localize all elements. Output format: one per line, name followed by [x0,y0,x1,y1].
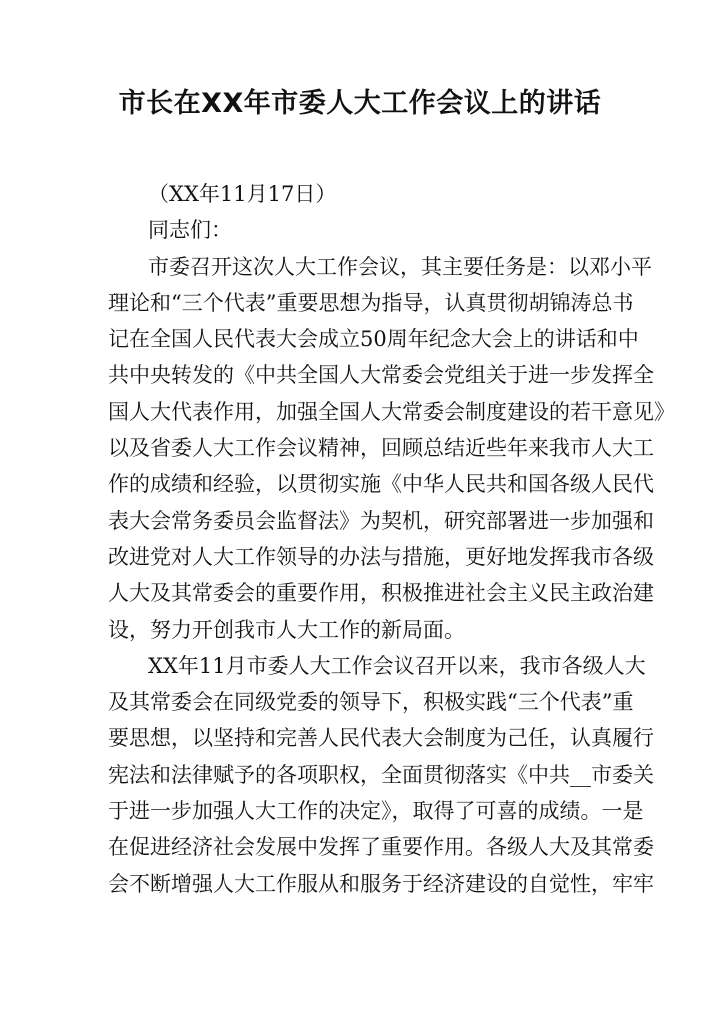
paragraph-line: 市委召开这次人大工作会议，其主要任务是：以邓小平 [148,254,652,279]
paragraph-line: 会不断增强人大工作服从和服务于经济建设的自觉性，牢牢 [108,871,654,896]
paragraph-line: 作的成绩和经验，以贯彻实施《中华人民共和国各级人民代 [108,472,654,497]
paragraph-line: 宪法和法律赋予的各项职权，全面贯彻落实《中共__市委关 [108,762,654,787]
paragraph-line: 在促进经济社会发展中发挥了重要作用。各级人大及其常委 [108,835,654,860]
paragraph-line: 人大及其常委会的重要作用，积极推进社会主义民主政治建 [108,581,654,606]
paragraph-line: 理论和“三个代表”重要思想为指导，认真贯彻胡锦涛总书 [108,290,634,315]
paragraph-line: 共中央转发的《中共全国人大常委会党组关于进一步发挥全 [108,363,654,388]
paragraph-line: 及其常委会在同级党委的领导下，积极实践“三个代表”重 [108,690,634,715]
paragraph-line: 于进一步加强人大工作的决定》，取得了可喜的成绩。一是 [108,799,644,824]
paragraph-line: 设，努力开创我市人大工作的新局面。 [108,617,465,642]
paragraph-line: 要思想，以坚持和完善人民代表大会制度为己任，认真履行 [108,726,654,751]
paragraph-line: 以及省委人大工作会议精神，回顾总结近些年来我市人大工 [108,436,654,461]
page-title: 市长在XX年市委人大工作会议上的讲话 [118,88,602,119]
document-body [108,176,675,902]
paragraph-line: 记在全国人民代表大会成立50周年纪念大会上的讲话和中 [108,327,639,352]
paragraph-line: 国人大代表作用，加强全国人大常委会制度建设的若干意见》 [108,399,675,424]
salutation: 同志们： [148,218,232,243]
paragraph-line: XX年11月市委人大工作会议召开以来，我市各级人大 [148,653,646,678]
speech-date: （XX年11月17日） [148,182,337,206]
paragraph-line: 表大会常务委员会监督法》为契机，研究部署进一步加强和 [108,508,654,533]
paragraph-line: 改进党对人大工作领导的办法与措施，更好地发挥我市各级 [108,544,654,569]
